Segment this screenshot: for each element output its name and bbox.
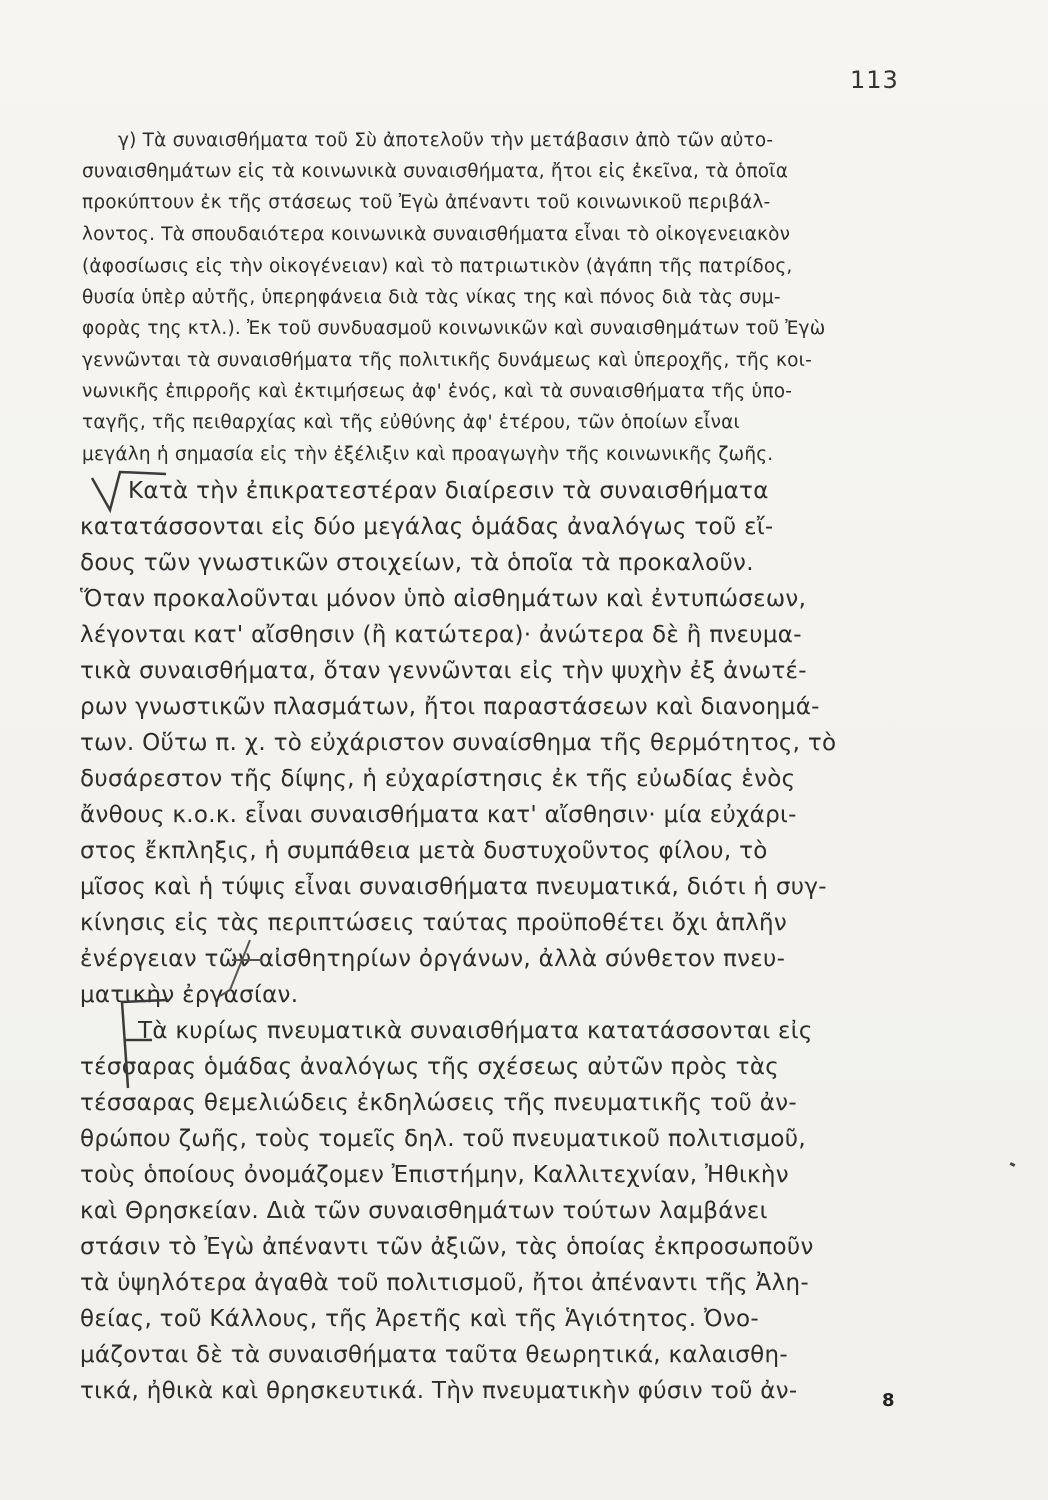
text-line: τικὰ συναισθήματα, ὅταν γεννῶνται εἰς τὴν ψυχὴν ἐξ ἀνωτέ- — [80, 658, 807, 684]
text-line: (ἀφοσίωσις εἰς τὴν οἰκογένειαν) καὶ τὸ πατριωτικὸν (ἀγάπη τῆς πατρίδος, — [82, 256, 793, 277]
text-line: θείας, τοῦ Κάλλους, τῆς Ἀρετῆς καὶ τῆς Ἁγιότητος. Ὀνο- — [80, 1306, 759, 1332]
check-mark-icon — [92, 472, 166, 510]
text-line: δους τῶν γνωστικῶν στοιχείων, τὰ ὁποῖα τὰ προκαλοῦν. — [80, 550, 754, 576]
text-line: κατατάσσονται εἰς δύο μεγάλας ὁμάδας ἀναλόγως τοῦ εἴ- — [80, 514, 774, 540]
text-line: Κατὰ τὴν ἐπικρατεστέραν διαίρεσιν τὰ συναισθήματα — [128, 478, 769, 504]
text-line: Ὅταν προκαλοῦνται μόνον ὑπὸ αἰσθημάτων καὶ ἐντυπώσεων, — [80, 586, 807, 612]
text-line: θυσία ὑπὲρ αὐτῆς, ὑπερηφάνεια διὰ τὰς νίκας της καὶ πόνος διὰ τὰς συμ- — [82, 287, 781, 308]
text-line: δυσάρεστον τῆς δίψης, ἡ εὐχαρίστησις ἐκ τῆς εὐωδίας ἑνὸς — [80, 766, 796, 792]
slash-mark-icon — [220, 940, 262, 996]
text-line: ματικὴν ἐργασίαν. — [80, 982, 299, 1008]
text-line: καὶ Θρησκείαν. Διὰ τῶν συναισθημάτων τούτων λαμβάνει — [80, 1198, 768, 1224]
text-line: τικά, ἠθικὰ καὶ θρησκευτικά. Τὴν πνευματικὴν φύσιν τοῦ ἀν- — [80, 1378, 798, 1404]
text-line: Τὰ κυρίως πνευματικὰ συναισθήματα κατατάσσονται εἰς — [138, 1018, 813, 1044]
text-line: τοὺς ὁποίους ὀνομάζομεν Ἐπιστήμην, Καλλιτεχνίαν, Ἠθικὴν — [80, 1162, 789, 1188]
text-line: γεννῶνται τὰ συναισθήματα τῆς πολιτικῆς δυνάμεως καὶ ὑπεροχῆς, τῆς κοι- — [82, 350, 813, 371]
text-line: λέγονται κατ' αἴσθησιν (ἢ κατώτερα)· ἀνώτερα δὲ ἢ πνευμα- — [80, 622, 802, 648]
text-line: ἄνθους κ.ο.κ. εἶναι συναισθήματα κατ' αἴσθησιν· μία εὐχάρι- — [80, 802, 797, 828]
signature-mark: 8 — [882, 1390, 895, 1411]
text-line: νωνικῆς ἐπιρροῆς καὶ ἐκτιμήσεως ἀφ' ἑνός, καὶ τὰ συναισθήματα τῆς ὑπο- — [82, 381, 793, 402]
bracket-mark-icon — [122, 1000, 168, 1088]
text-line: μῖσος καὶ ἡ τύψις εἶναι συναισθήματα πνευματικά, διότι ἡ συγ- — [80, 874, 827, 900]
text-line: στάσιν τὸ Ἐγὼ ἀπέναντι τῶν ἀξιῶν, τὰς ὁποίας ἐκπροσωποῦν — [80, 1234, 814, 1260]
text-line: τὰ ὑψηλότερα ἀγαθὰ τοῦ πολιτισμοῦ, ἤτοι ἀπέναντι τῆς Ἀλη- — [80, 1270, 809, 1296]
text-line: γ) Τὰ συναισθήματα τοῦ Σὺ ἀποτελοῦν τὴν μετάβασιν ἀπὸ τῶν αὐτο- — [118, 130, 774, 151]
text-line: φορὰς της κτλ.). Ἐκ τοῦ συνδυασμοῦ κοινωνικῶν καὶ συναισθημάτων τοῦ Ἐγὼ — [82, 318, 826, 339]
text-line: λοντος. Τὰ σπουδαιότερα κοινωνικὰ συναισθήματα εἶναι τὸ οἰκογενειακὸν — [82, 224, 791, 245]
text-line: των. Οὕτω π. χ. τὸ εὐχάριστον συναίσθημα τῆς θερμότητος, τὸ — [80, 730, 837, 756]
text-line: στος ἔκπληξις, ἡ συμπάθεια μετὰ δυστυχοῦντος φίλου, τὸ — [80, 838, 768, 864]
text-line: θρώπου ζωῆς, τοὺς τομεῖς δηλ. τοῦ πνευματικοῦ πολιτισμοῦ, — [80, 1126, 807, 1152]
text-line: μάζονται δὲ τὰ συναισθήματα ταῦτα θεωρητικά, καλαισθη- — [80, 1342, 789, 1368]
text-line: προκύπτουν ἐκ τῆς στάσεως τοῦ Ἐγὼ ἀπέναντι τοῦ κοινωνικοῦ περιβάλ- — [82, 192, 771, 213]
text-line: ταγῆς, τῆς πειθαρχίας καὶ τῆς εὐθύνης ἀφ' ἑτέρου, τῶν ὁποίων εἶναι — [82, 412, 740, 433]
text-line: ρων γνωστικῶν πλασμάτων, ἤτοι παραστάσεων καὶ διανοημά- — [80, 694, 820, 720]
text-line: τέσσαρας θεμελιώδεις ἐκδηλώσεις τῆς πνευματικῆς τοῦ ἀν- — [80, 1090, 797, 1116]
text-line: τέσσαρας ὁμάδας ἀναλόγως τῆς σχέσεως αὐτῶν πρὸς τὰς — [80, 1054, 780, 1080]
text-line: ἐνέργειαν τῶν αἰσθητηρίων ὀργάνων, ἀλλὰ σύνθετον πνευ- — [80, 946, 786, 972]
page-number: 113 — [850, 66, 899, 94]
text-line: μεγάλη ἡ σημασία εἰς τὴν ἐξέλιξιν καὶ προαγωγὴν τῆς κοινωνικῆς ζωῆς. — [82, 444, 774, 465]
text-line: συναισθημάτων εἰς τὰ κοινωνικὰ συναισθήματα, ἤτοι εἰς ἐκεῖνα, τὰ ὁποῖα — [82, 161, 789, 182]
text-line: κίνησις εἰς τὰς περιπτώσεις ταύτας προϋποθέτει ὄχι ἁπλῆν — [80, 910, 788, 936]
